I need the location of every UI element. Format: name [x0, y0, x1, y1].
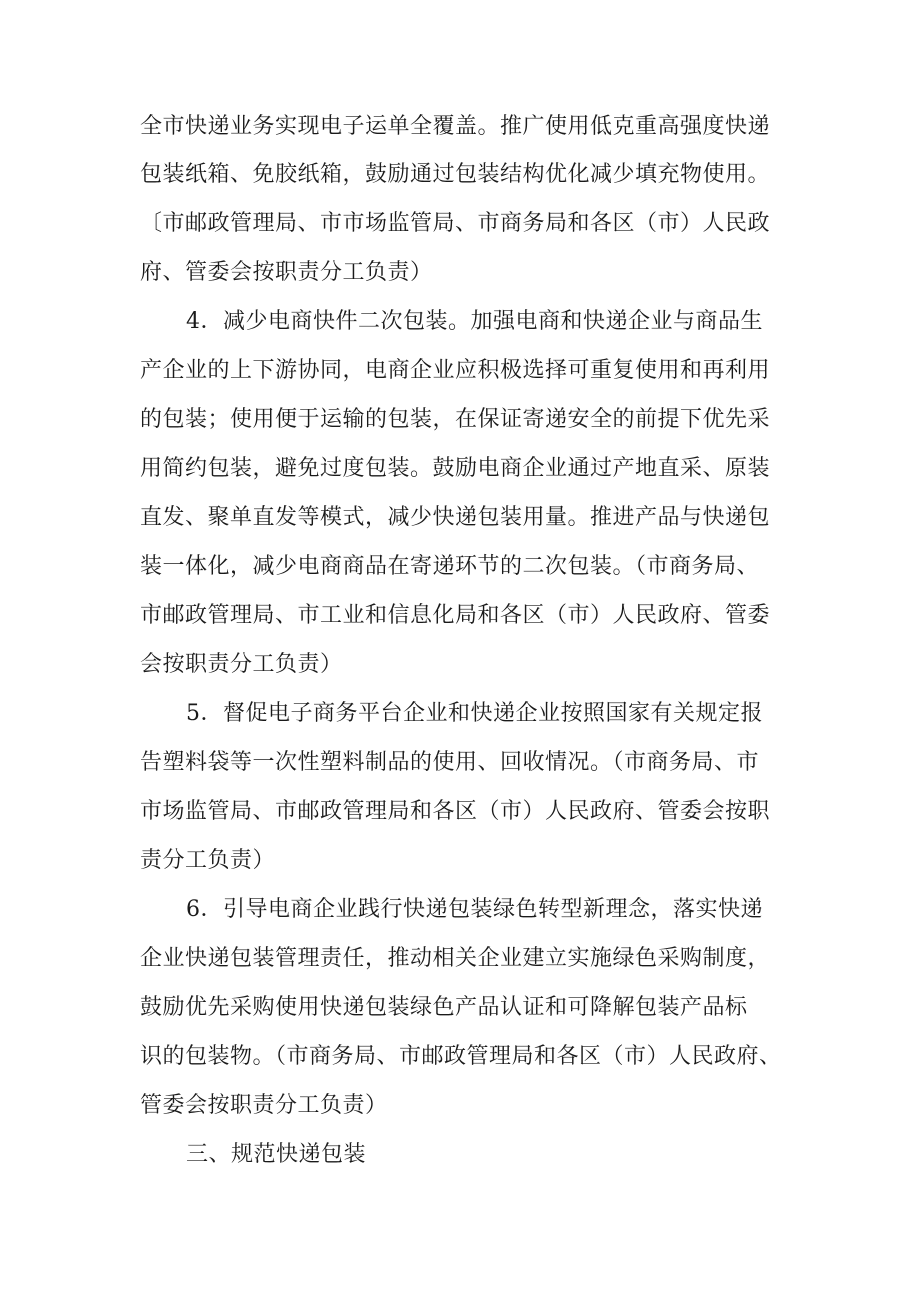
section-heading: 三、规范快递包装: [186, 1142, 367, 1167]
text-line: 的包装；使用便于运输的包装，在保证寄递安全的前提下优先采: [140, 407, 771, 432]
text-line: 市场监管局、市邮政管理局和各区（市）人民政府、管委会按职: [140, 799, 771, 824]
paragraph-4-start: 4．减少电商快件二次包装。加强电商和快递企业与商品生: [186, 309, 763, 334]
text-line: 府、管委会按职责分工负责）: [140, 260, 433, 285]
text-line: 市邮政管理局、市工业和信息化局和各区（市）人民政府、管委: [140, 603, 771, 628]
text-line: 责分工负责）: [140, 848, 276, 873]
text-line: 用简约包装，避免过度包装。鼓励电商企业通过产地直采、原装: [140, 456, 771, 481]
text-line: 企业快递包装管理责任，推动相关企业建立实施绿色采购制度，: [140, 946, 771, 971]
text-line: 包装纸箱、免胶纸箱，鼓励通过包装结构优化减少填充物使用。: [140, 162, 771, 187]
text-line: 全市快递业务实现电子运单全覆盖。推广使用低克重高强度快递: [140, 114, 771, 139]
text-line: 直发、聚单直发等模式，减少快递包装用量。推进产品与快递包: [140, 505, 771, 530]
paragraph-6-start: 6．引导电商企业践行快递包装绿色转型新理念，落实快递: [186, 897, 763, 922]
text-line: 管委会按职责分工负责）: [140, 1093, 388, 1118]
paragraph-5-start: 5．督促电子商务平台企业和快递企业按照国家有关规定报: [186, 701, 763, 726]
text-line: 鼓励优先采购使用快递包装绿色产品认证和可降解包装产品标: [140, 995, 748, 1020]
text-line: 装一体化，减少电商商品在寄递环节的二次包装。（市商务局、: [140, 554, 760, 579]
text-line: 告塑料袋等一次性塑料制品的使用、回收情况。（市商务局、市: [140, 750, 760, 775]
text-line: 会按职责分工负责）: [140, 652, 343, 677]
text-line: 识的包装物。（市商务局、市邮政管理局和各区（市）人民政府、: [140, 1044, 782, 1069]
text-line: 〔市邮政管理局、市市场监管局、市商务局和各区（市）人民政: [140, 211, 771, 236]
text-line: 产企业的上下游协同，电商企业应积极选择可重复使用和再利用: [140, 358, 771, 383]
